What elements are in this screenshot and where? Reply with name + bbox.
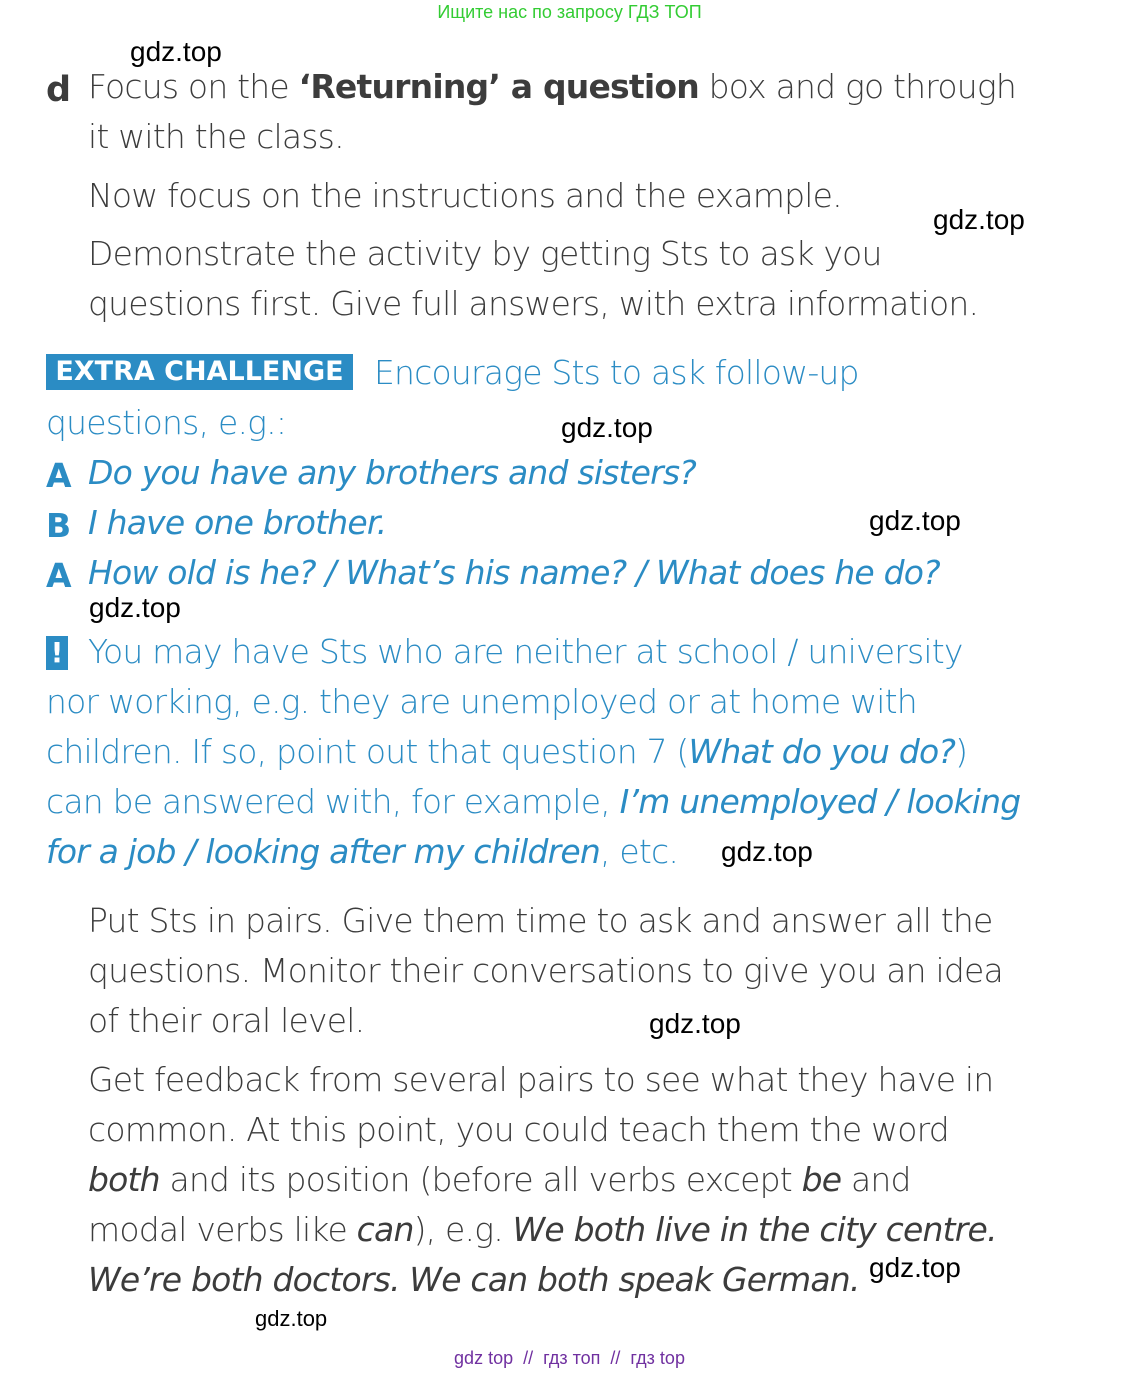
- section-line-2: it with the class.: [88, 117, 344, 156]
- pairs-line-1: Put Sts in pairs. Give them time to ask and answer all the: [88, 901, 993, 940]
- extra-challenge-badge: EXTRA CHALLENGE: [46, 354, 353, 390]
- note-line-3: [46, 732, 968, 771]
- pairs-line-3: of their oral level.: [88, 1001, 365, 1040]
- dialogue-line-1: Do you have any brothers and sisters?: [88, 453, 696, 492]
- section-label: d: [46, 70, 72, 110]
- feedback-line-3-italic-c: be: [801, 1160, 842, 1199]
- note-line-4: [46, 782, 1021, 821]
- note-line-5: [46, 832, 679, 871]
- dialogue-speaker-1: A: [46, 456, 72, 495]
- section-line-1c: box and go through: [698, 67, 1016, 106]
- dialogue-line-3: How old is he? / What’s his name? / What does he do?: [88, 553, 940, 592]
- footer: gdz top // гдз топ // гдз top: [454, 1348, 685, 1368]
- section-line-3: Now focus on the instructions and the example.: [88, 176, 842, 215]
- note-line-5-italic: for a job / looking after my children: [46, 832, 600, 871]
- dialogue-speaker-3: A: [46, 556, 72, 595]
- warning-icon: !: [46, 636, 68, 670]
- watermark: gdz.top: [130, 36, 222, 67]
- feedback-line-1: Get feedback from several pairs to see what they have in: [88, 1060, 994, 1099]
- note-line-1: You may have Sts who are neither at school / university: [88, 632, 963, 671]
- section-line-1a: Focus on the: [88, 67, 299, 106]
- watermark: gdz.top: [933, 204, 1025, 235]
- feedback-line-3: [88, 1160, 911, 1199]
- watermark: gdz.top: [255, 1306, 328, 1331]
- top-banner: Ищите нас по запросу ГДЗ ТОП: [437, 2, 702, 22]
- note-line-3c: ): [955, 732, 968, 771]
- watermark: gdz.top: [649, 1008, 741, 1039]
- watermark: gdz.top: [721, 836, 813, 867]
- watermark: gdz.top: [561, 412, 653, 443]
- section-line-1-bold: ‘Returning’ a question: [298, 67, 699, 106]
- feedback-line-4-italic-b: can: [356, 1210, 414, 1249]
- note-line-4-italic: I’m unemployed / looking: [619, 782, 1021, 821]
- note-line-5b: , etc.: [600, 832, 679, 871]
- section-line-4: Demonstrate the activity by getting Sts to ask you: [88, 234, 882, 273]
- feedback-line-3d: and: [841, 1160, 911, 1199]
- feedback-line-3-italic-a: both: [88, 1160, 160, 1199]
- feedback-line-4: [88, 1210, 997, 1249]
- pairs-line-2: questions. Monitor their conversations to give you an idea: [88, 951, 1003, 990]
- extra-line-1: Encourage Sts to ask follow-up: [374, 353, 859, 392]
- feedback-line-4c: ), e.g.: [413, 1210, 513, 1249]
- watermark: gdz.top: [869, 505, 961, 536]
- dialogue-line-2: I have one brother.: [88, 503, 387, 542]
- dialogue-speaker-2: B: [46, 506, 72, 545]
- watermark: gdz.top: [89, 592, 181, 623]
- feedback-line-4-italic-d: We both live in the city centre.: [512, 1210, 997, 1249]
- note-line-4a: can be answered with, for example,: [46, 782, 620, 821]
- feedback-line-5: We’re both doctors. We can both speak German.: [88, 1260, 860, 1299]
- feedback-line-2: common. At this point, you could teach them the word: [88, 1110, 949, 1149]
- section-line-5: questions first. Give full answers, with extra information.: [88, 284, 979, 323]
- note-line-3a: children. If so, point out that question 7 (: [46, 732, 689, 771]
- note-line-3-italic: What do you do?: [688, 732, 956, 771]
- extra-line-2: questions, e.g.:: [46, 403, 287, 442]
- note-line-2: nor working, e.g. they are unemployed or at home with: [46, 682, 917, 721]
- feedback-line-4a: modal verbs like: [88, 1210, 357, 1249]
- watermark: gdz.top: [869, 1252, 961, 1283]
- feedback-line-3b: and its position (before all verbs except: [159, 1160, 802, 1199]
- section-line-1: [88, 67, 1016, 106]
